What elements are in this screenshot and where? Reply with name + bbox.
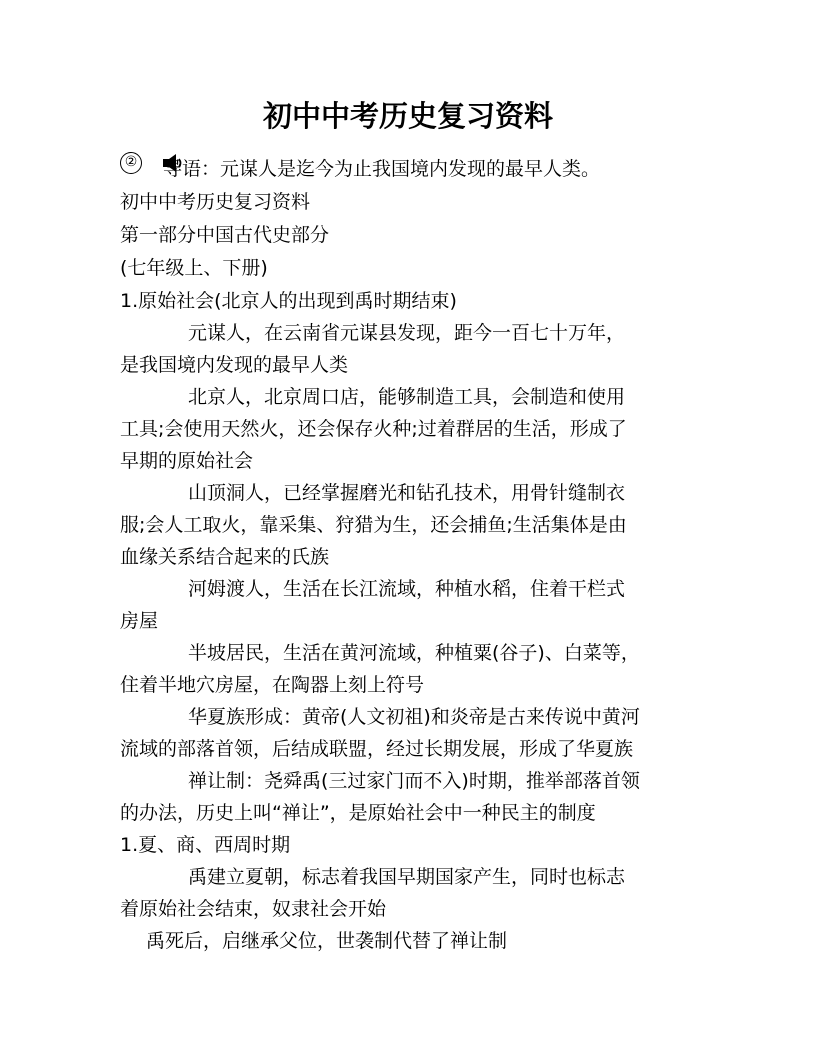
circled-number-marker: ② [120,152,142,174]
paragraph-line: 的办法，历史上叫“禅让”，是原始社会中一种民主的制度 [120,802,596,824]
paragraph-line: 河姆渡人，生活在长江流域，种植水稻，住着干栏式 [188,578,626,600]
document-title: 初中中考历史复习资料 [262,99,553,133]
paragraph-line: 华夏族形成：黄帝(人文初祖)和炎帝是古来传说中黄河 [188,706,640,728]
paragraph-line: 早期的原始社会 [120,450,254,472]
paragraph-line: 工具;会使用天然火，还会保存火种;过着群居的生活，形成了 [120,418,627,440]
paragraph-line: 住着半地穴房屋，在陶器上刻上符号 [120,674,425,696]
paragraph-line: 山顶洞人，已经掌握磨光和钻孔技术，用骨针缝制衣 [188,482,626,504]
paragraph-line: 禹死后，启继承父位，世袭制代替了禅让制 [146,930,508,952]
paragraph-line: 元谋人，在云南省元谋县发现，距今一百七十万年， [188,322,626,344]
section-heading-xia-shang-zhou: 1.夏、商、西周时期 [120,834,291,856]
paragraph-line: 服;会人工取火，靠采集、狩猎为生，还会捕鱼;生活集体是由 [120,514,627,536]
paragraph-line: 房屋 [120,610,159,632]
paragraph-line: 着原始社会结束，奴隶社会开始 [120,898,387,920]
paragraph-line: 半坡居民，生活在黄河流域，种植粟(谷子)、白菜等， [188,642,640,664]
paragraph-line: 是我国境内发现的最早人类 [120,354,349,376]
paragraph-line: 流域的部落首领，后结成联盟，经过长期发展，形成了华夏族 [120,738,634,760]
paragraph-line: 禹建立夏朝，标志着我国早期国家产生，同时也标志 [188,866,626,888]
part-heading: 第一部分中国古代史部分 [120,224,330,246]
paragraph-line: 血缘关系结合起来的氏族 [120,546,330,568]
grade-range: (七年级上、下册) [120,257,268,279]
section-heading-primitive-society: 1.原始社会(北京人的出现到禹时期结束) [120,290,457,312]
paragraph-line: 北京人，北京周口店，能够制造工具，会制造和使用 [188,386,626,408]
doc-subtitle: 初中中考历史复习资料 [120,191,311,213]
intro-line: 导语：元谋人是迄今为止我国境内发现的最早人类。 [163,158,601,180]
paragraph-line: 禅让制：尧舜禹(三过家门而不入)时期，推举部落首领 [188,770,640,792]
